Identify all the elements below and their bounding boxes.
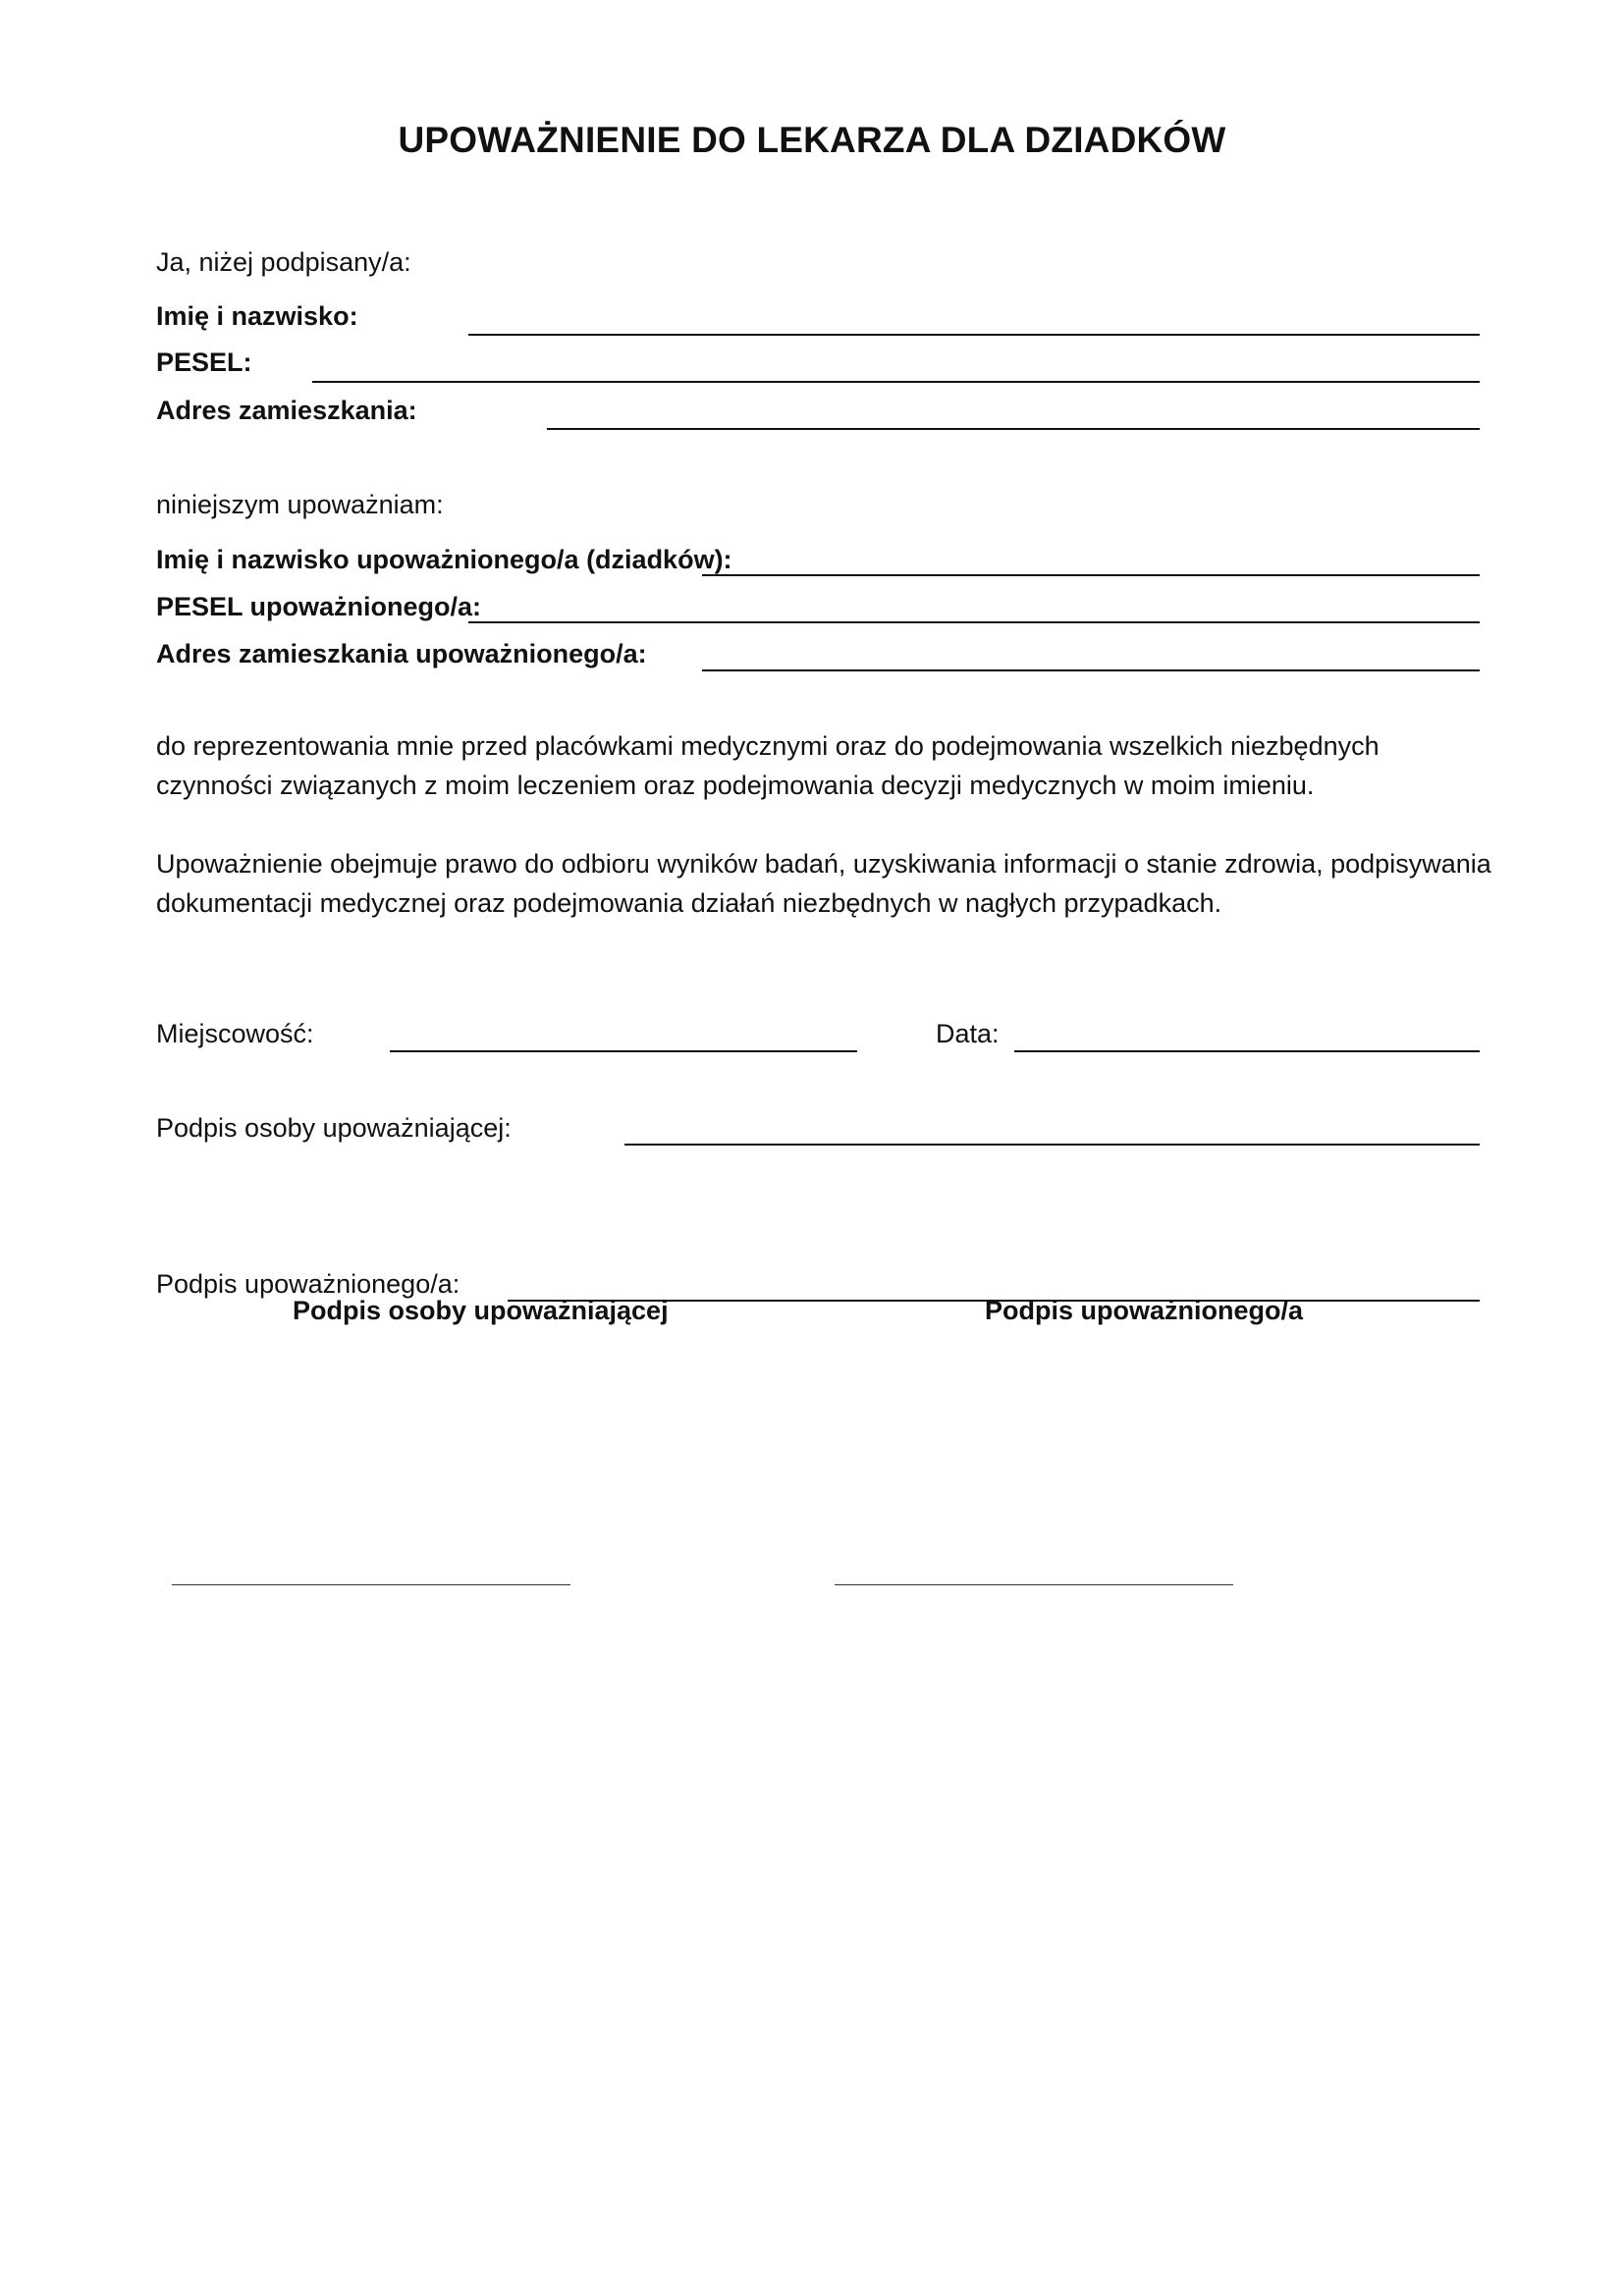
grantee-name-field[interactable]: [702, 574, 1480, 576]
grantor-pesel-label: PESEL:: [156, 347, 252, 377]
document-title: UPOWAŻNIENIE DO LEKARZA DLA DZIADKÓW: [398, 120, 1226, 160]
grantee-address-label: Adres zamieszkania upoważnionego/a:: [156, 639, 647, 668]
rights-paragraph: Upoważnienie obejmuje prawo do odbioru wyników badań, uzyskiwania informacji o stanie zdrowia, podpisywania dokumentacji medycznej oraz podejmowania działań niezbędnych w nagłych przypadkach.: [156, 849, 1491, 918]
grantor-name-label: Imię i nazwisko:: [156, 301, 358, 331]
grantor-name-field[interactable]: [468, 334, 1480, 336]
grantor-address-field[interactable]: [547, 428, 1480, 430]
grantee-pesel-label: PESEL upoważnionego/a:: [156, 592, 482, 621]
grantee-name-label: Imię i nazwisko upoważnionego/a (dziadków):: [156, 545, 732, 574]
date-label: Data:: [936, 1019, 1000, 1048]
place-label: Miejscowość:: [156, 1019, 314, 1048]
authorize-text: niniejszym upoważniam:: [156, 490, 444, 519]
scope-paragraph: do reprezentowania mnie przed placówkami medycznymi oraz do podejmowania wszelkich niezbędnych czynności związanych z moim leczeniem oraz podejmowania decyzji medycznych w moim imieniu.: [156, 731, 1380, 800]
grantor-address-label: Adres zamieszkania:: [156, 396, 417, 425]
signature-line-right[interactable]: [835, 1584, 1233, 1585]
grantee-signature-label: Podpis upoważnionego/a:: [156, 1269, 460, 1299]
signature-caption-right: Podpis upoważnionego/a: [985, 1296, 1303, 1325]
intro-text: Ja, niżej podpisany/a:: [156, 247, 411, 277]
grantor-signature-label: Podpis osoby upoważniającej:: [156, 1113, 512, 1143]
signature-caption-left: Podpis osoby upoważniającej: [293, 1296, 669, 1325]
grantee-address-field[interactable]: [702, 669, 1480, 671]
grantor-pesel-field[interactable]: [312, 381, 1480, 383]
place-field[interactable]: [390, 1050, 857, 1052]
date-field[interactable]: [1014, 1050, 1480, 1052]
signature-line-left[interactable]: [172, 1584, 570, 1585]
grantor-signature-field[interactable]: [624, 1144, 1480, 1146]
grantee-pesel-field[interactable]: [468, 621, 1480, 623]
